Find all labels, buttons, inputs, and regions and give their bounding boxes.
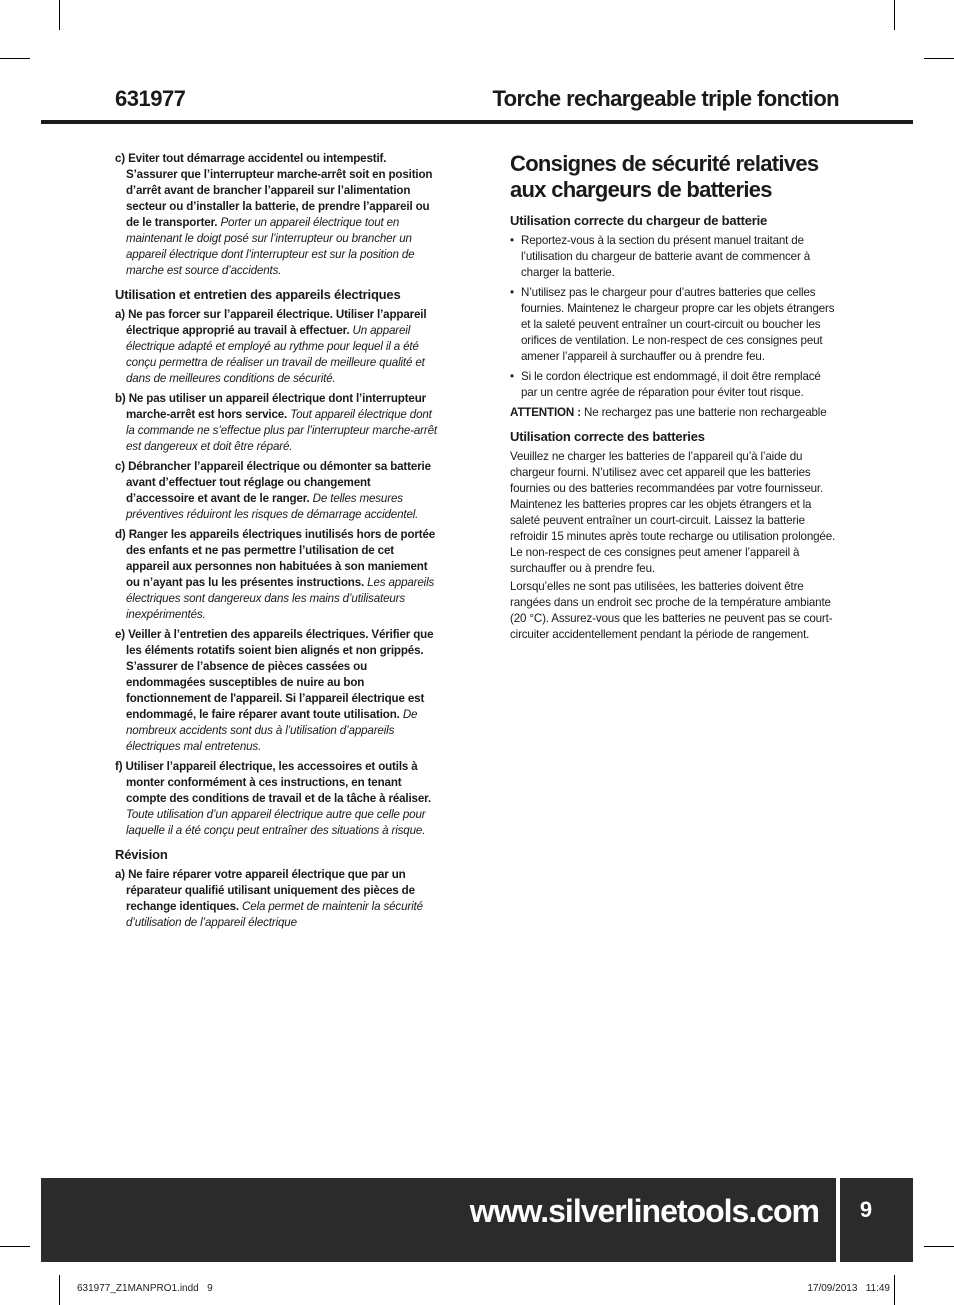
bullet-text: N’utilisez pas le chargeur pour d’autres batteries que celles fournies. Maintenez le chargeur propre car les objets étrangers et la saleté peuvent entraîner un court-circuit ou boucher les orifices de ventilation. Le non-respect de ces consignes peut amener l’appareil à surchauffer ou à prendre feu. <box>521 286 835 363</box>
attention-text: Ne rechargez pas une batterie non rechargeable <box>584 406 827 419</box>
item-italic-text: Les appareils électriques sont dangereux dans les mains d’utilisateurs inexpérimentés. <box>126 576 435 621</box>
item-bold-text: a) Ne pas forcer sur l’appareil électrique. Utiliser l’appareil électrique approprié au travail à effectuer. <box>115 308 427 337</box>
crop-mark <box>924 1246 954 1247</box>
item-italic-text: Toute utilisation d’un appareil électrique autre que celle pour laquelle il a été conçu peut entraîner des situations à risque. <box>126 808 426 837</box>
section-heading-revision: Révision <box>115 847 168 862</box>
crop-mark <box>924 58 954 59</box>
page-number: 9 <box>859 1197 873 1222</box>
bullet-text: Si le cordon électrique est endommagé, il doit être remplacé par un centre agrée de réparation pour éviter tout risque. <box>521 370 821 399</box>
list-item <box>115 391 440 455</box>
bullet-icon: • <box>510 286 514 299</box>
battery-paragraph: Lorsqu’elles ne sont pas utilisées, les batteries doivent être rangées dans un endroit sec proche de la température ambiante (20 °C). Assurez-vous que les batteries ne peuvent pas se court-circuiter accidentellement pendant la période de rangement. <box>510 580 833 641</box>
item-bold-text: d) Ranger les appareils électriques inutilisés hors de portée des enfants et ne pas permettre l’utilisation de cet appareil aux personnes non habituées à son maniement ou n’ayant pas lu les présentes instructions. <box>115 528 436 589</box>
attention-label: ATTENTION : <box>510 406 581 419</box>
crop-mark <box>59 0 60 30</box>
attention-note <box>510 405 840 421</box>
battery-paragraph: Veuillez ne charger les batteries de l’appareil qu’à l’aide du chargeur fourni. N’utilisez avec cet appareil que les batteries fournies ou des batteries recommandées par votre fournisseur. Maintenez les batteries propres car les objets étrangers et la saleté peuvent entraîner un court-circuit. Laissez la batterie refroidir 15 minutes après toute recharge ou utilisation prolongée. Le non-respect de ces consignes peut amener l’appareil à surchauffer ou à prendre feu. <box>510 450 836 575</box>
list-item <box>115 459 440 523</box>
bullet-text: Reportez-vous à la section du présent manuel traitant de l’utilisation du chargeur de batterie avant de commencer à charger la batterie. <box>521 234 811 279</box>
bullet-icon: • <box>510 370 514 383</box>
crop-mark <box>894 1275 895 1305</box>
crop-mark <box>894 0 895 30</box>
slug-datetime: 17/09/2013 11:49 <box>807 1283 890 1294</box>
item-bold-text: f) Utiliser l’appareil électrique, les accessoires et outils à monter conformément à ces instructions, en tenant compte des conditions de travail et de la tâche à réaliser. <box>115 760 431 805</box>
charger-heading: Utilisation correcte du chargeur de batterie <box>510 213 768 228</box>
list-item <box>115 627 440 755</box>
item-bold-text: c) Eviter tout démarrage accidentel ou intempestif. S’assurer que l’interrupteur marche-arrêt soit en position d’arrêt avant de brancher l’appareil sur l’alimentation secteur ou d’installer la batterie, de prendre l’appareil ou de le transporter. <box>115 152 433 229</box>
item-italic-text: Tout appareil électrique dont la commande ne s’effectue plus par l’interrupteur marche-arrêt est dangereux et doit être réparé. <box>126 408 437 453</box>
bullet-item <box>510 369 840 401</box>
list-item <box>115 867 440 931</box>
bullet-item <box>510 285 840 365</box>
website-link[interactable]: www.silverlinetools.com <box>469 1193 819 1229</box>
item-bold-text: c) Débrancher l’appareil électrique ou démonter sa batterie avant d’effectuer tout réglage ou changement d’accessoire et avant de le ranger. <box>115 460 431 505</box>
item-italic-text: Porter un appareil électrique tout en maintenant le doigt posé sur l’interrupteur ou brancher un appareil électrique dont l’interrupteur est sur la position de marche est source d’accidents. <box>126 216 415 277</box>
crop-mark <box>0 58 30 59</box>
list-item <box>115 307 440 387</box>
item-italic-text: Un appareil électrique adapté et employé au rythme pour lequel il a été conçu permettra de réaliser un travail de meilleure qualité et dans de meilleures conditions de sécurité. <box>126 324 425 385</box>
item-bold-text: b) Ne pas utiliser un appareil électrique dont l’interrupteur marche-arrêt est hors service. <box>115 392 427 421</box>
bullet-icon: • <box>510 234 514 247</box>
right-column <box>510 151 840 645</box>
bullet-item <box>510 233 840 281</box>
list-item <box>115 151 440 279</box>
item-italic-text: Cela permet de maintenir la sécurité d’utilisation de l’appareil électrique <box>126 900 423 929</box>
battery-heading: Utilisation correcte des batteries <box>510 429 705 444</box>
item-italic-text: De telles mesures préventives réduiront les risques de démarrage accidentel. <box>126 492 419 521</box>
section-heading-usage: Utilisation et entretien des appareils électriques <box>115 287 401 302</box>
section-title-chargers: Consignes de sécurité relatives aux chargeurs de batteries <box>510 151 819 202</box>
list-item <box>115 759 440 839</box>
left-column <box>115 151 440 935</box>
item-bold-text: e) Veiller à l’entretien des appareils électriques. Vérifier que les éléments rotatifs soient bien alignés et non grippés. S’assurer de l’absence de pièces cassées ou endommagées susceptibles de nuire au bon fonctionnement de l'appareil. Si l’appareil électrique est endommagé, le faire réparer avant toute utilisation. <box>115 628 434 721</box>
item-bold-text: a) Ne faire réparer votre appareil électrique que par un réparateur qualifié utilisant uniquement des pièces de rechange identiques. <box>115 868 415 913</box>
crop-mark <box>59 1275 60 1305</box>
crop-mark <box>0 1246 30 1247</box>
page-title: Torche rechargeable triple fonction <box>492 86 839 111</box>
item-italic-text: De nombreux accidents sont dus à l’utilisation d’appareils électriques mal entretenus. <box>126 708 418 753</box>
slug-filename: 631977_Z1MANPRO1.indd 9 <box>77 1283 213 1294</box>
header-rule <box>41 120 913 124</box>
list-item <box>115 527 440 623</box>
product-code: 631977 <box>115 86 186 111</box>
